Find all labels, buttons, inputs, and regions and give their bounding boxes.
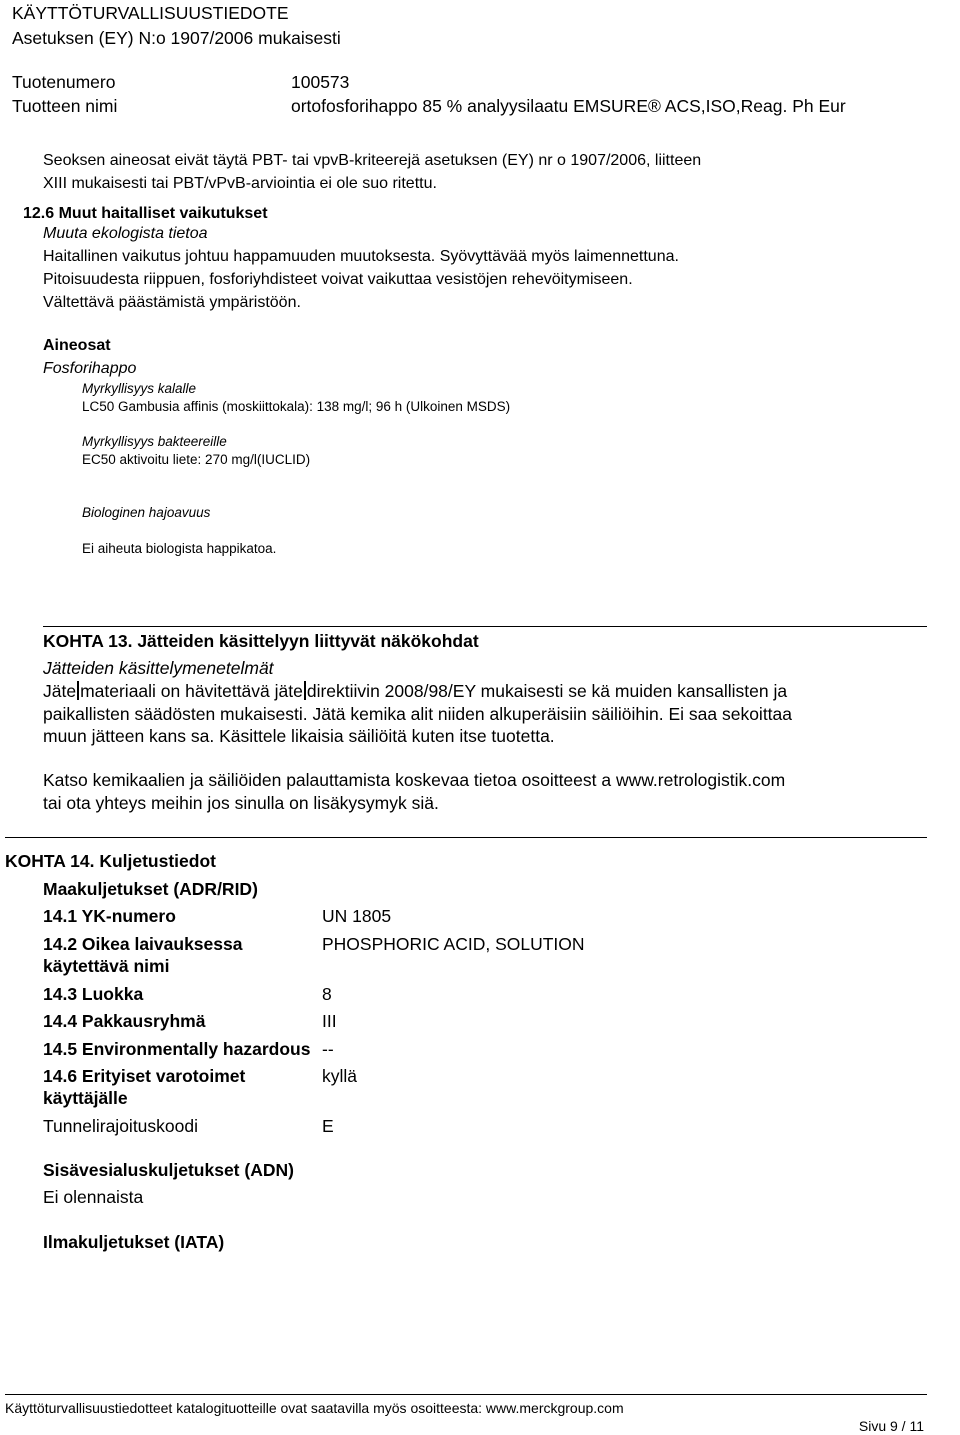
waste-text-line5: tai ota yhteys meihin jos sinulla on lisäkysymyk siä. [43,793,439,813]
biodegradability-label: Biologinen hajoavuus [82,505,211,520]
footer-note: Käyttöturvallisuustiedotteet katalogituotteille ovat saatavilla myös osoitteesta: www.merckgroup.com [5,1400,624,1416]
fish-toxicity-value: LC50 Gambusia affinis (moskiittokala): 138 mg/l; 96 h (Ulkoinen MSDS) [82,399,511,414]
section-13-heading: KOHTA 13. Jätteiden käsittelyyn liittyvät näkökohdat [43,631,479,651]
separator-bar [304,681,306,700]
hazard-class-value: 8 [322,984,332,1004]
special-precautions-label-line2: käyttäjälle [43,1088,128,1108]
other-eco-subheading: Muuta ekologista tietoa [43,225,208,242]
road-transport-heading: Maakuljetukset (ADR/RID) [43,879,258,899]
pbt-text-line2: XIII mukaisesti tai PBT/vPvB-arviointia ei ole suo ritettu. [43,175,437,192]
un-number-label: 14.1 YK-numero [43,906,176,926]
waste-text-line2: paikallisten säädösten mukaisesti. Jätä kemika alit niiden alkuperäisiin säiliöihin. Ei saa sekoittaa [43,704,793,724]
footer-divider [5,1394,927,1395]
section-14-heading: KOHTA 14. Kuljetustiedot [5,851,216,871]
product-number-value: 100573 [291,72,350,92]
shipping-name-label-line1: 14.2 Oikea laivauksessa [43,934,243,954]
shipping-name-value: PHOSPHORIC ACID, SOLUTION [322,934,585,954]
packing-group-label: 14.4 Pakkausryhmä [43,1011,206,1031]
product-name-label: Tuotteen nimi [12,96,118,116]
document-title: KÄYTTÖTURVALLISUUSTIEDOTE [12,3,289,23]
biodegradability-value: Ei aiheuta biologista happikatoa. [82,541,277,556]
waste-text-line3: muun jätteen kans sa. Käsittele likaisia säiliöitä kuten itse tuotetta. [43,726,555,746]
tunnel-code-value: E [322,1116,334,1136]
air-transport-heading: Ilmakuljetukset (IATA) [43,1232,225,1252]
waste-text-line1 [43,680,787,702]
special-precautions-value: kyllä [322,1066,358,1086]
pbt-text-line1: Seoksen aineosat eivät täytä PBT- tai vpvB-kriteerejä asetuksen (EY) nr o 1907/2006, liitteen [43,152,702,169]
separator-bar [77,681,79,700]
heading-12-6: 12.6 Muut haitalliset vaikutukset [23,205,268,222]
environmental-hazard-label: 14.5 Environmentally hazardous [43,1039,311,1059]
packing-group-value: III [322,1011,337,1031]
un-number-value: UN 1805 [322,906,392,926]
shipping-name-label-line2: käytettävä nimi [43,956,170,976]
environmental-hazard-value: -- [322,1039,334,1059]
component-name: Fosforihappo [43,360,137,377]
hazard-class-label: 14.3 Luokka [43,984,144,1004]
special-precautions-label-line1: 14.6 Erityiset varotoimet [43,1066,246,1086]
bacteria-toxicity-value: EC50 aktivoitu liete: 270 mg/l(IUCLID) [82,452,311,467]
waste-text-line1-part1: Jäte [43,681,77,701]
fish-toxicity-label: Myrkyllisyys kalalle [82,381,197,396]
inland-waterway-value: Ei olennaista [43,1187,144,1207]
regulation-subtitle: Asetuksen (EY) N:o 1907/2006 mukaisesti [12,28,341,48]
waste-text-line4: Katso kemikaalien ja säiliöiden palauttamista koskevaa tietoa osoitteest a www.retrologistik.com [43,770,786,790]
waste-text-line1-part2: materiaali on hävitettävä jäte [80,681,303,701]
bacteria-toxicity-label: Myrkyllisyys bakteereille [82,434,227,449]
components-heading: Aineosat [43,337,111,354]
product-number-label: Tuotenumero [12,72,116,92]
section-14-divider [5,837,927,838]
waste-text-line1-part3: direktiivin 2008/98/EY mukaisesti se kä muiden kansallisten ja [306,681,788,701]
page-number: Sivu 9 / 11 [858,1418,924,1434]
eco-text-line2: Pitoisuudesta riippuen, fosforiyhdisteet voivat vaikuttaa vesistöjen rehevöitymiseen. [43,271,633,288]
waste-methods-subheading: Jätteiden käsittelymenetelmät [43,658,274,678]
tunnel-code-label: Tunnelirajoituskoodi [43,1116,198,1136]
product-name-value: ortofosforihappo 85 % analyysilaatu EMSURE® ACS,ISO,Reag. Ph Eur [291,96,846,116]
eco-text-line3: Vältettävä päästämistä ympäristöön. [43,294,301,311]
inland-waterway-heading: Sisävesialuskuljetukset (ADN) [43,1160,294,1180]
eco-text-line1: Haitallinen vaikutus johtuu happamuuden muutoksesta. Syövyttävää myös laimennettuna. [43,248,679,265]
section-13-divider [43,626,927,627]
